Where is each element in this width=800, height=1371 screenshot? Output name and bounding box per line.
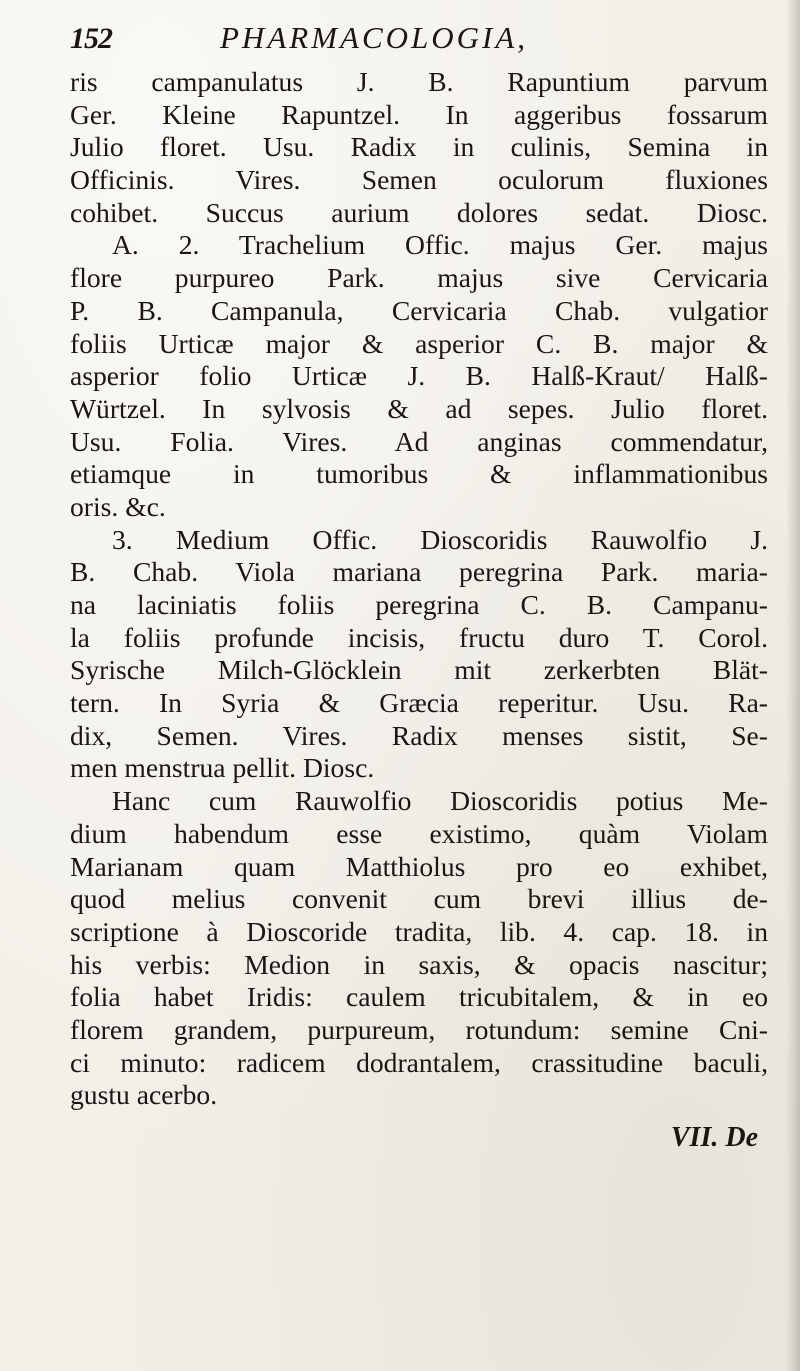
text-line: quod melius convenit cum brevi illius de- xyxy=(70,883,768,915)
text-line: la foliis profunde incisis, fructu duro T. Corol. xyxy=(70,621,768,653)
text-line: Syrische Milch-Glöcklein mit zerkerbten Blät- xyxy=(70,654,768,686)
page-header xyxy=(70,20,768,66)
text-line: Würtzel. In sylvosis & ad sepes. Julio floret. xyxy=(70,392,768,424)
text-line: etiamque in tumoribus & inflammationibus xyxy=(70,458,768,490)
text-line: dium habendum esse existimo, quàm Violam xyxy=(70,817,768,849)
text-line: ci minuto: radicem dodrantalem, crassitudine baculi, xyxy=(70,1046,768,1078)
text-line: folia habet Iridis: caulem tricubitalem, & in eo xyxy=(70,981,768,1013)
running-title: PHARMACOLOGIA, xyxy=(220,20,529,55)
text-line: foliis Urticæ major & asperior C. B. major & xyxy=(70,327,768,359)
text-line: dix, Semen. Vires. Radix menses sistit, Se- xyxy=(70,719,768,751)
catchword: VII. De xyxy=(670,1122,758,1153)
text-line: ris campanulatus J. B. Rapuntium parvum xyxy=(70,66,768,97)
text-line: his verbis: Medion in saxis, & opacis nascitur; xyxy=(70,948,768,980)
text-line: oris. &c. xyxy=(70,490,166,522)
text-line: florem grandem, purpureum, rotundum: semine Cni- xyxy=(70,1013,768,1045)
text-line: na laciniatis foliis peregrina C. B. Campanu- xyxy=(70,589,768,620)
text-line: B. Chab. Viola mariana peregrina Park. maria- xyxy=(70,556,768,588)
page-number: 152 xyxy=(70,22,112,55)
text-line: A. 2. Trachelium Offic. majus Ger. majus xyxy=(112,229,768,261)
text-line: scriptione à Dioscoride tradita, lib. 4. cap. 18. in xyxy=(70,915,768,947)
text-line: cohibet. Succus aurium dolores sedat. Diosc. xyxy=(70,196,768,228)
text-line: gustu acerbo. xyxy=(70,1079,218,1111)
text-line: Ger. Kleine Rapuntzel. In aggeribus fossarum xyxy=(70,98,768,130)
text-line: Hanc cum Rauwolfio Dioscoridis potius Me- xyxy=(112,785,768,817)
text-line: Officinis. Vires. Semen oculorum fluxiones xyxy=(70,164,768,196)
text-line: Marianam quam Matthiolus pro eo exhibet, xyxy=(70,850,768,882)
text-line: men menstrua pellit. Diosc. xyxy=(70,752,375,784)
text-line: 3. Medium Offic. Dioscoridis Rauwolfio J. xyxy=(112,523,768,555)
text-line: flore purpureo Park. majus sive Cervicaria xyxy=(70,262,768,294)
page-edge-shadow xyxy=(786,0,800,1371)
text-line: Julio floret. Usu. Radix in culinis, Semina in xyxy=(70,131,768,163)
text-line: asperior folio Urticæ J. B. Halß-Kraut/ Halß- xyxy=(70,360,768,392)
text-line: Usu. Folia. Vires. Ad anginas commendatur, xyxy=(70,425,768,457)
body-text xyxy=(70,66,768,1112)
text-line: P. B. Campanula, Cervicaria Chab. vulgatior xyxy=(70,294,768,326)
text-line: tern. In Syria & Græcia reperitur. Usu. Ra- xyxy=(70,687,768,719)
